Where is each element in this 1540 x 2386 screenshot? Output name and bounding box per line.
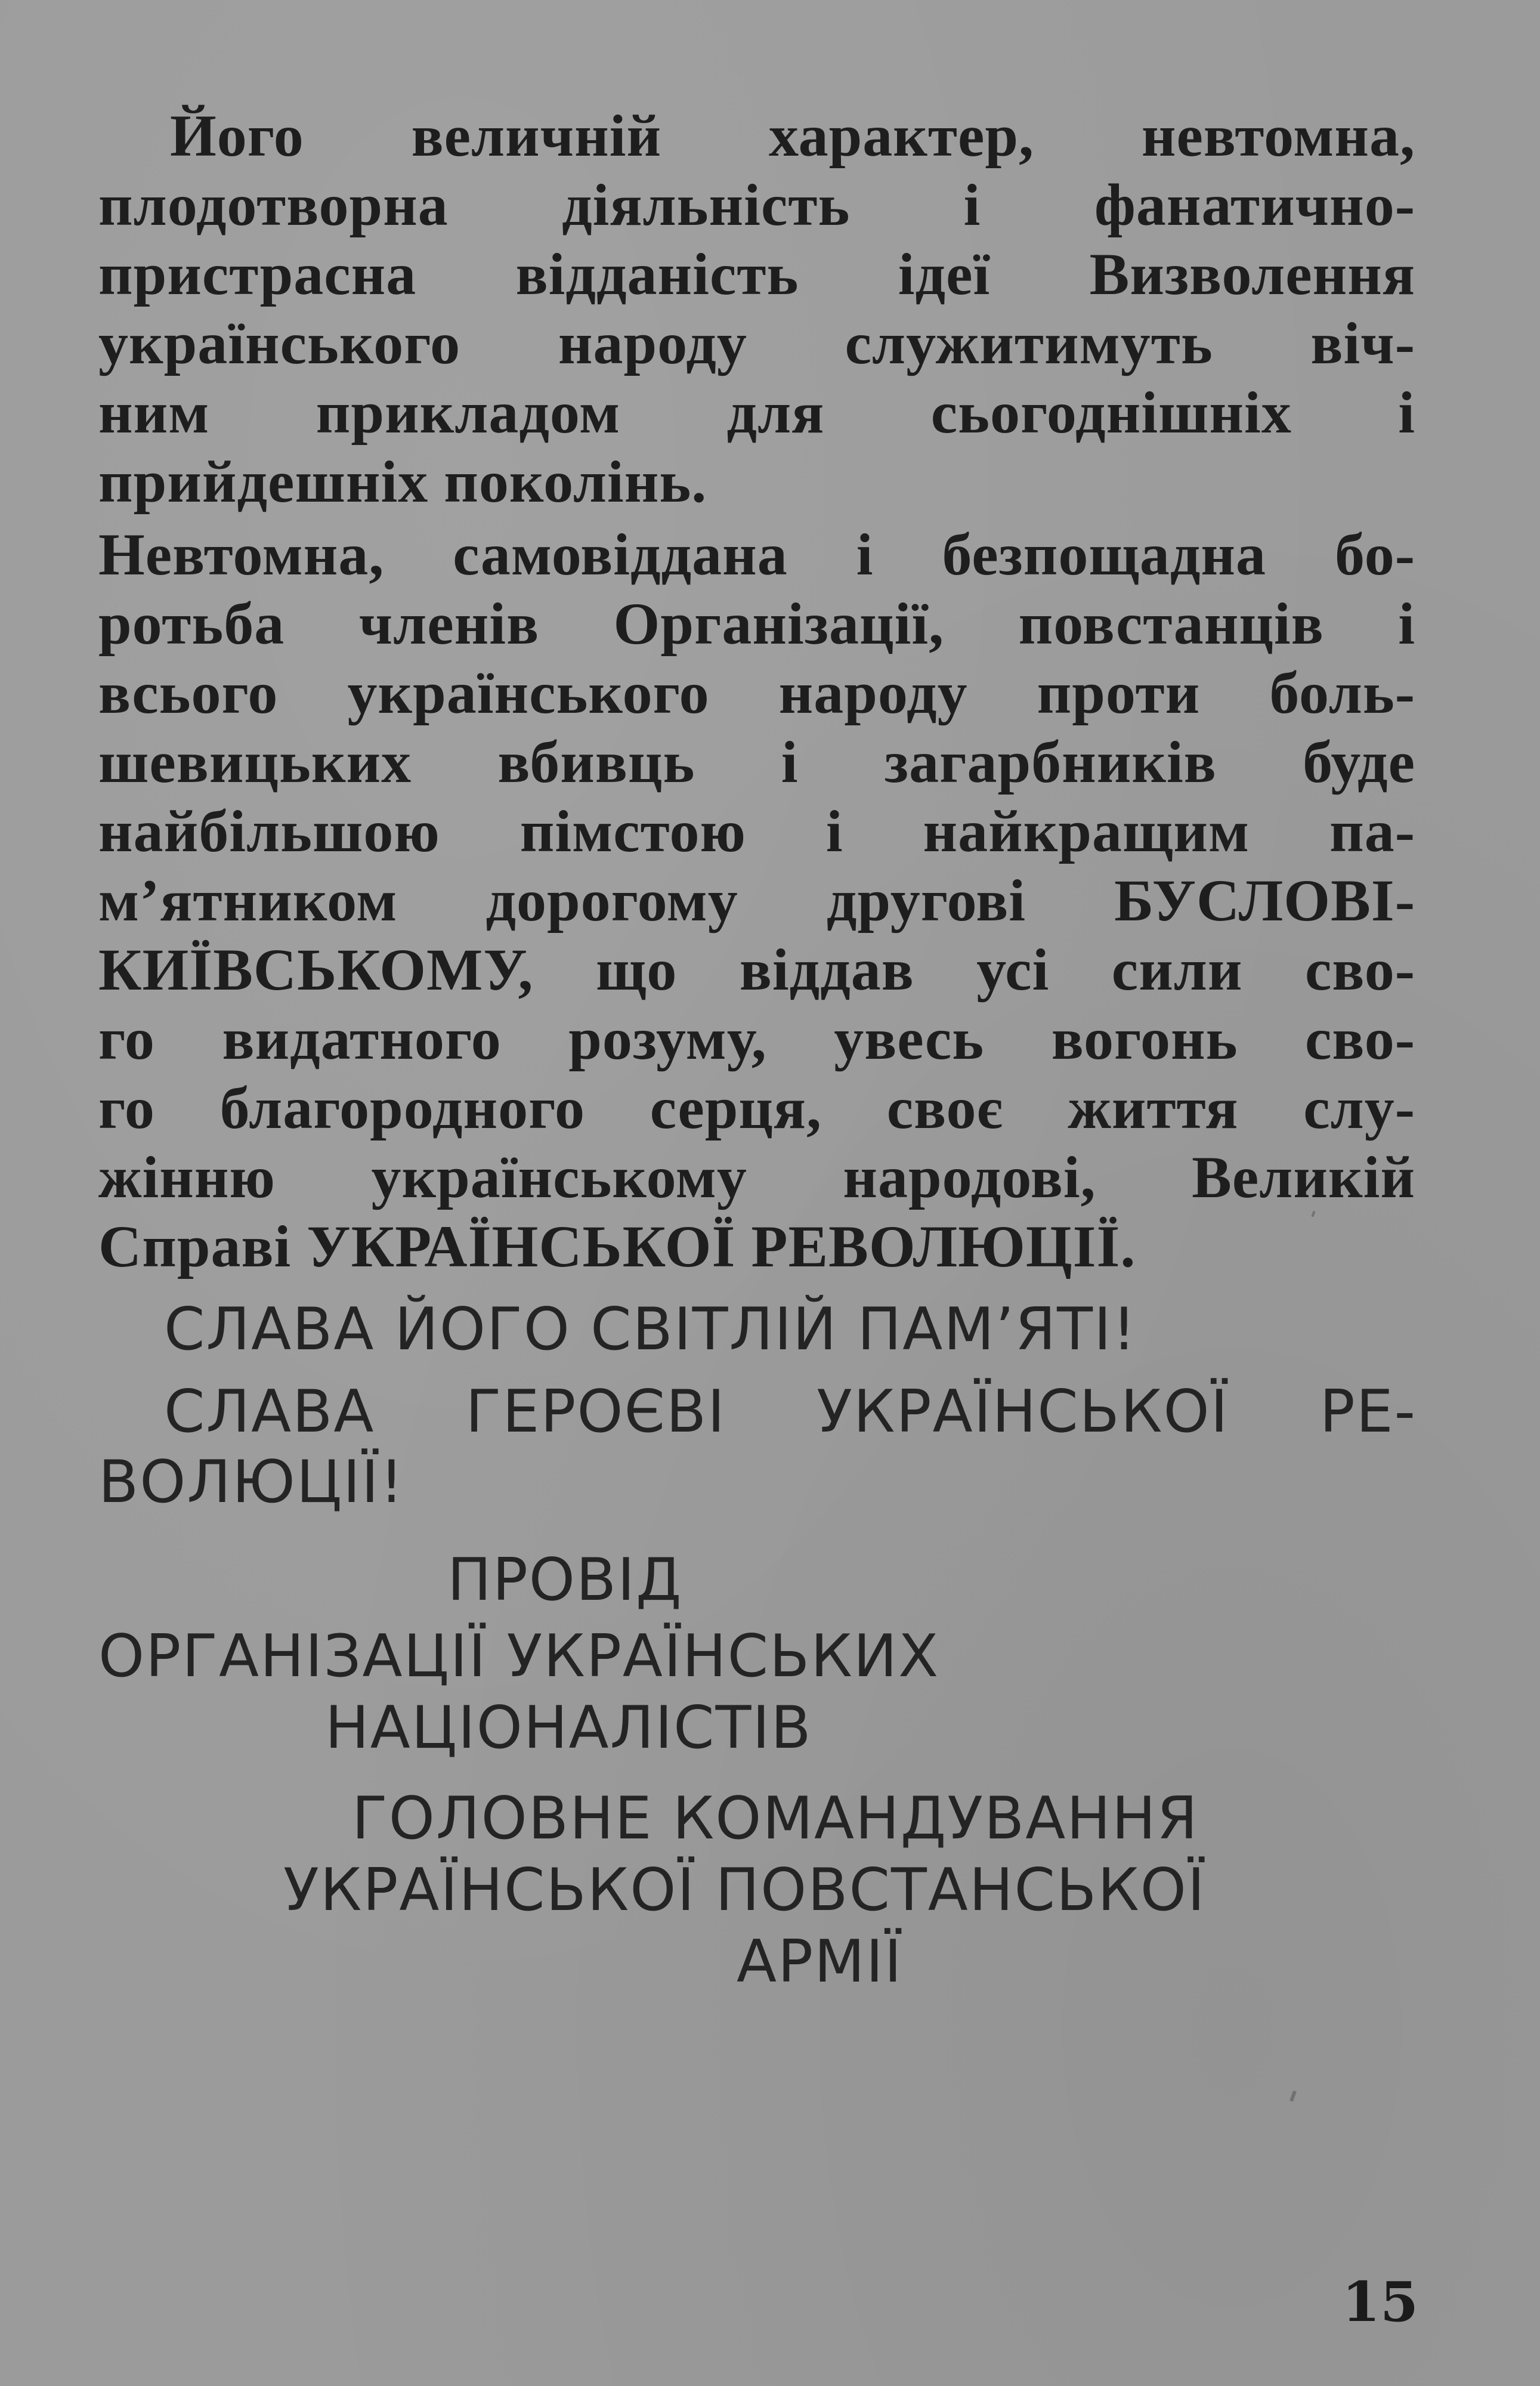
- paragraph-line: жінню українському народові, Великій: [98, 1144, 1415, 1210]
- slogan-line: ВОЛЮЦІЇ!: [98, 1448, 405, 1516]
- signature-oun-line-3: НАЦІОНАЛІСТІВ: [325, 1694, 812, 1762]
- paragraph-line: плодотворна діяльність і фанатично-: [98, 172, 1415, 238]
- paragraph-line: всього українського народу проти боль-: [98, 660, 1415, 726]
- paragraph-2: [98, 520, 1415, 1281]
- paragraph-line: прийдешніх поколінь.: [98, 449, 707, 515]
- signature-oun-line-2: ОРГАНІЗАЦІЇ УКРАЇНСЬКИХ: [98, 1622, 940, 1690]
- paper-speck: [1289, 2091, 1297, 2102]
- paragraph-line: го благородного серця, своє життя слу-: [98, 1075, 1415, 1141]
- paragraph-line: Невтомна, самовіддана і безпощадна бо-: [98, 521, 1415, 588]
- signature-oun-line-1: ПРОВІД: [447, 1546, 683, 1614]
- signature-upa-line-2: УКРАЇНСЬКОЇ ПОВСТАНСЬКОЇ: [283, 1856, 1206, 1924]
- signature-upa-line-1: ГОЛОВНЕ КОМАНДУВАННЯ: [352, 1785, 1199, 1853]
- paragraph-line: ним прикладом для сьогоднішніх і: [98, 379, 1415, 446]
- paragraph-line: шевицьких вбивць і загарбників буде: [98, 729, 1415, 795]
- paragraph-line: українського народу служитимуть віч-: [98, 310, 1415, 376]
- page-number: 15: [1342, 2270, 1419, 2334]
- slogan-line: СЛАВА ГЕРОЄВІ УКРАЇНСЬКОЇ РЕ-: [164, 1378, 1417, 1446]
- paragraph-line: найбільшою пімстою і найкращим па-: [98, 798, 1415, 864]
- paragraph-1: [98, 101, 1415, 517]
- paragraph-line: м’ятником дорогому другові БУСЛОВІ-: [98, 867, 1415, 934]
- slogan-glory-hero: [98, 1377, 1417, 1517]
- paragraph-line: ротьба членів Організації, повстанців і: [98, 591, 1415, 657]
- slogan-glory-memory: СЛАВА ЙОГО СВІТЛІЙ ПАМ’ЯТІ!: [164, 1296, 1137, 1364]
- paragraph-line: Справі УКРАЇНСЬКОЇ РЕВОЛЮЦІЇ.: [98, 1213, 1136, 1279]
- paragraph-line: КИЇВСЬКОМУ, що віддав усі сили сво-: [98, 937, 1415, 1003]
- paragraph-line: го видатного розуму, увесь вогонь сво-: [98, 1006, 1415, 1072]
- paragraph-line: Його величній характер, невтомна,: [170, 103, 1415, 169]
- signature-upa-line-3: АРМІЇ: [737, 1928, 903, 1996]
- paragraph-line: пристрасна відданість ідеї Визволення: [98, 241, 1415, 307]
